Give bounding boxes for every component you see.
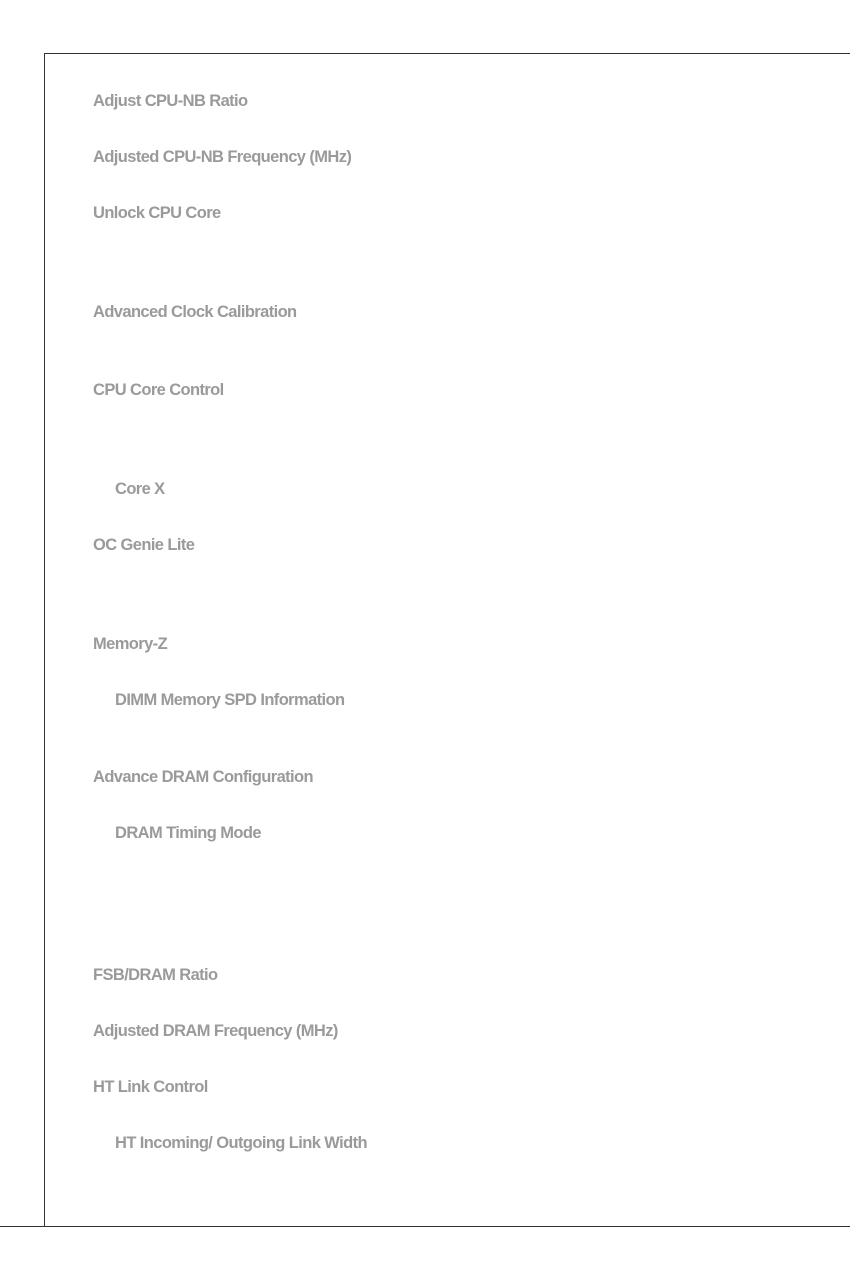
item-oc-genie-lite: OC Genie Lite: [93, 536, 195, 554]
page-frame-left-rule: [44, 53, 45, 1226]
item-cpu-core-control: CPU Core Control: [93, 381, 224, 399]
item-adjust-cpu-nb-ratio: Adjust CPU-NB Ratio: [93, 92, 248, 110]
item-core-x: Core X: [115, 480, 165, 498]
item-dimm-memory-spd-info: DIMM Memory SPD Information: [115, 691, 345, 709]
item-memory-z: Memory-Z: [93, 635, 168, 653]
item-ht-link-width: HT Incoming/ Outgoing Link Width: [115, 1134, 367, 1152]
page-frame-bottom-rule: [0, 1226, 850, 1227]
item-unlock-cpu-core: Unlock CPU Core: [93, 204, 221, 222]
page-frame-top-rule: [44, 53, 850, 54]
item-ht-link-control: HT Link Control: [93, 1078, 208, 1096]
item-adjusted-cpu-nb-frequency: Adjusted CPU-NB Frequency (MHz): [93, 148, 352, 166]
item-adjusted-dram-frequency: Adjusted DRAM Frequency (MHz): [93, 1022, 338, 1040]
item-dram-timing-mode: DRAM Timing Mode: [115, 824, 261, 842]
item-advance-dram-configuration: Advance DRAM Configuration: [93, 768, 313, 786]
item-fsb-dram-ratio: FSB/DRAM Ratio: [93, 966, 218, 984]
item-advanced-clock-calibration: Advanced Clock Calibration: [93, 303, 297, 321]
